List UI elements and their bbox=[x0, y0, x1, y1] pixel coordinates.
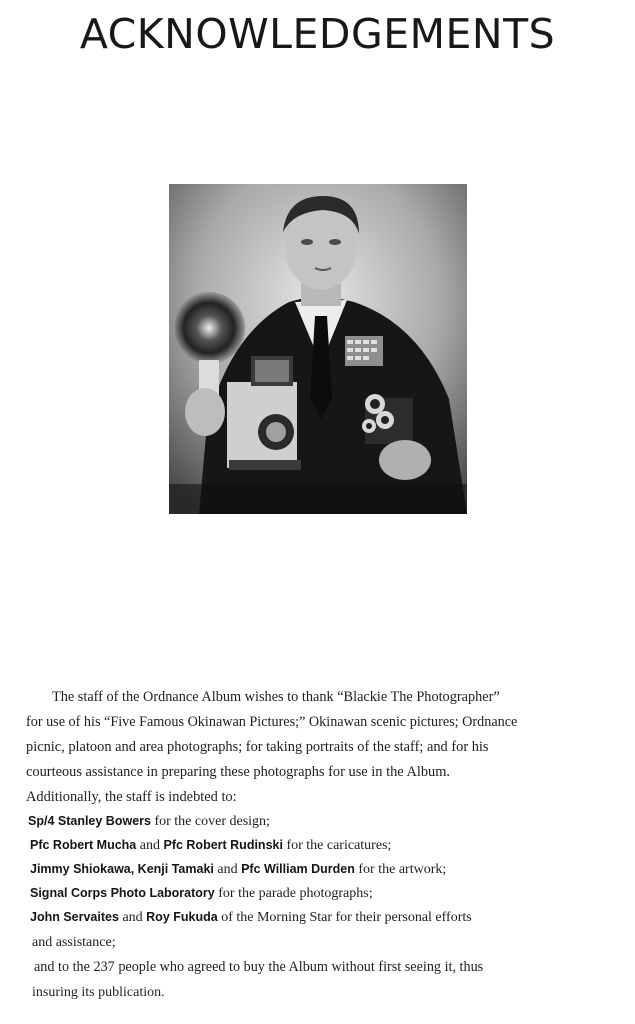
paragraph-line: Additionally, the staff is indebted to: bbox=[26, 789, 237, 805]
paragraph-line: picnic, platoon and area photographs; for taking portraits of the staff; and for his bbox=[26, 739, 489, 755]
credit-cover-design bbox=[28, 812, 270, 831]
credit-text: for the caricatures; bbox=[282, 838, 392, 853]
page-title: ACKNOWLEDGEMENTS bbox=[79, 10, 556, 58]
credit-name: Pfc William Durden bbox=[241, 862, 355, 876]
credit-morning-star bbox=[30, 908, 472, 927]
credit-conjunction: and bbox=[213, 862, 242, 877]
credit-parade-photos bbox=[30, 884, 373, 903]
credit-morning-star-continued: and assistance; bbox=[32, 935, 116, 950]
paragraph-line: for use of his “Five Famous Okinawan Pictures;” Okinawan scenic pictures; Ordnance bbox=[26, 714, 518, 730]
credit-conjunction: and bbox=[136, 838, 164, 853]
credit-name: Roy Fukuda bbox=[146, 910, 218, 924]
closing-line: and to the 237 people who agreed to buy the Album without first seeing it, thus bbox=[34, 959, 484, 975]
credit-name: Pfc Robert Mucha bbox=[30, 838, 137, 852]
credit-name: Sp/4 Stanley Bowers bbox=[28, 814, 151, 828]
credit-name: Pfc Robert Rudinski bbox=[163, 838, 283, 852]
credit-text: for the cover design; bbox=[150, 814, 270, 829]
credit-name: Jimmy Shiokawa, Kenji Tamaki bbox=[30, 862, 214, 876]
paragraph-line: The staff of the Ordnance Album wishes to thank “Blackie The Photographer” bbox=[52, 689, 500, 705]
credit-conjunction: and bbox=[118, 910, 147, 925]
closing-line: insuring its publication. bbox=[32, 985, 165, 1000]
credit-text: of the Morning Star for their personal efforts bbox=[217, 910, 472, 925]
credit-name: John Servaites bbox=[30, 910, 119, 924]
paragraph-line: courteous assistance in preparing these photographs for use in the Album. bbox=[26, 764, 451, 780]
credit-artwork bbox=[30, 860, 446, 879]
credit-name: Signal Corps Photo Laboratory bbox=[30, 886, 215, 900]
credit-text: for the artwork; bbox=[354, 862, 447, 877]
credit-caricatures bbox=[30, 836, 391, 855]
credit-text: for the parade photographs; bbox=[214, 886, 373, 901]
